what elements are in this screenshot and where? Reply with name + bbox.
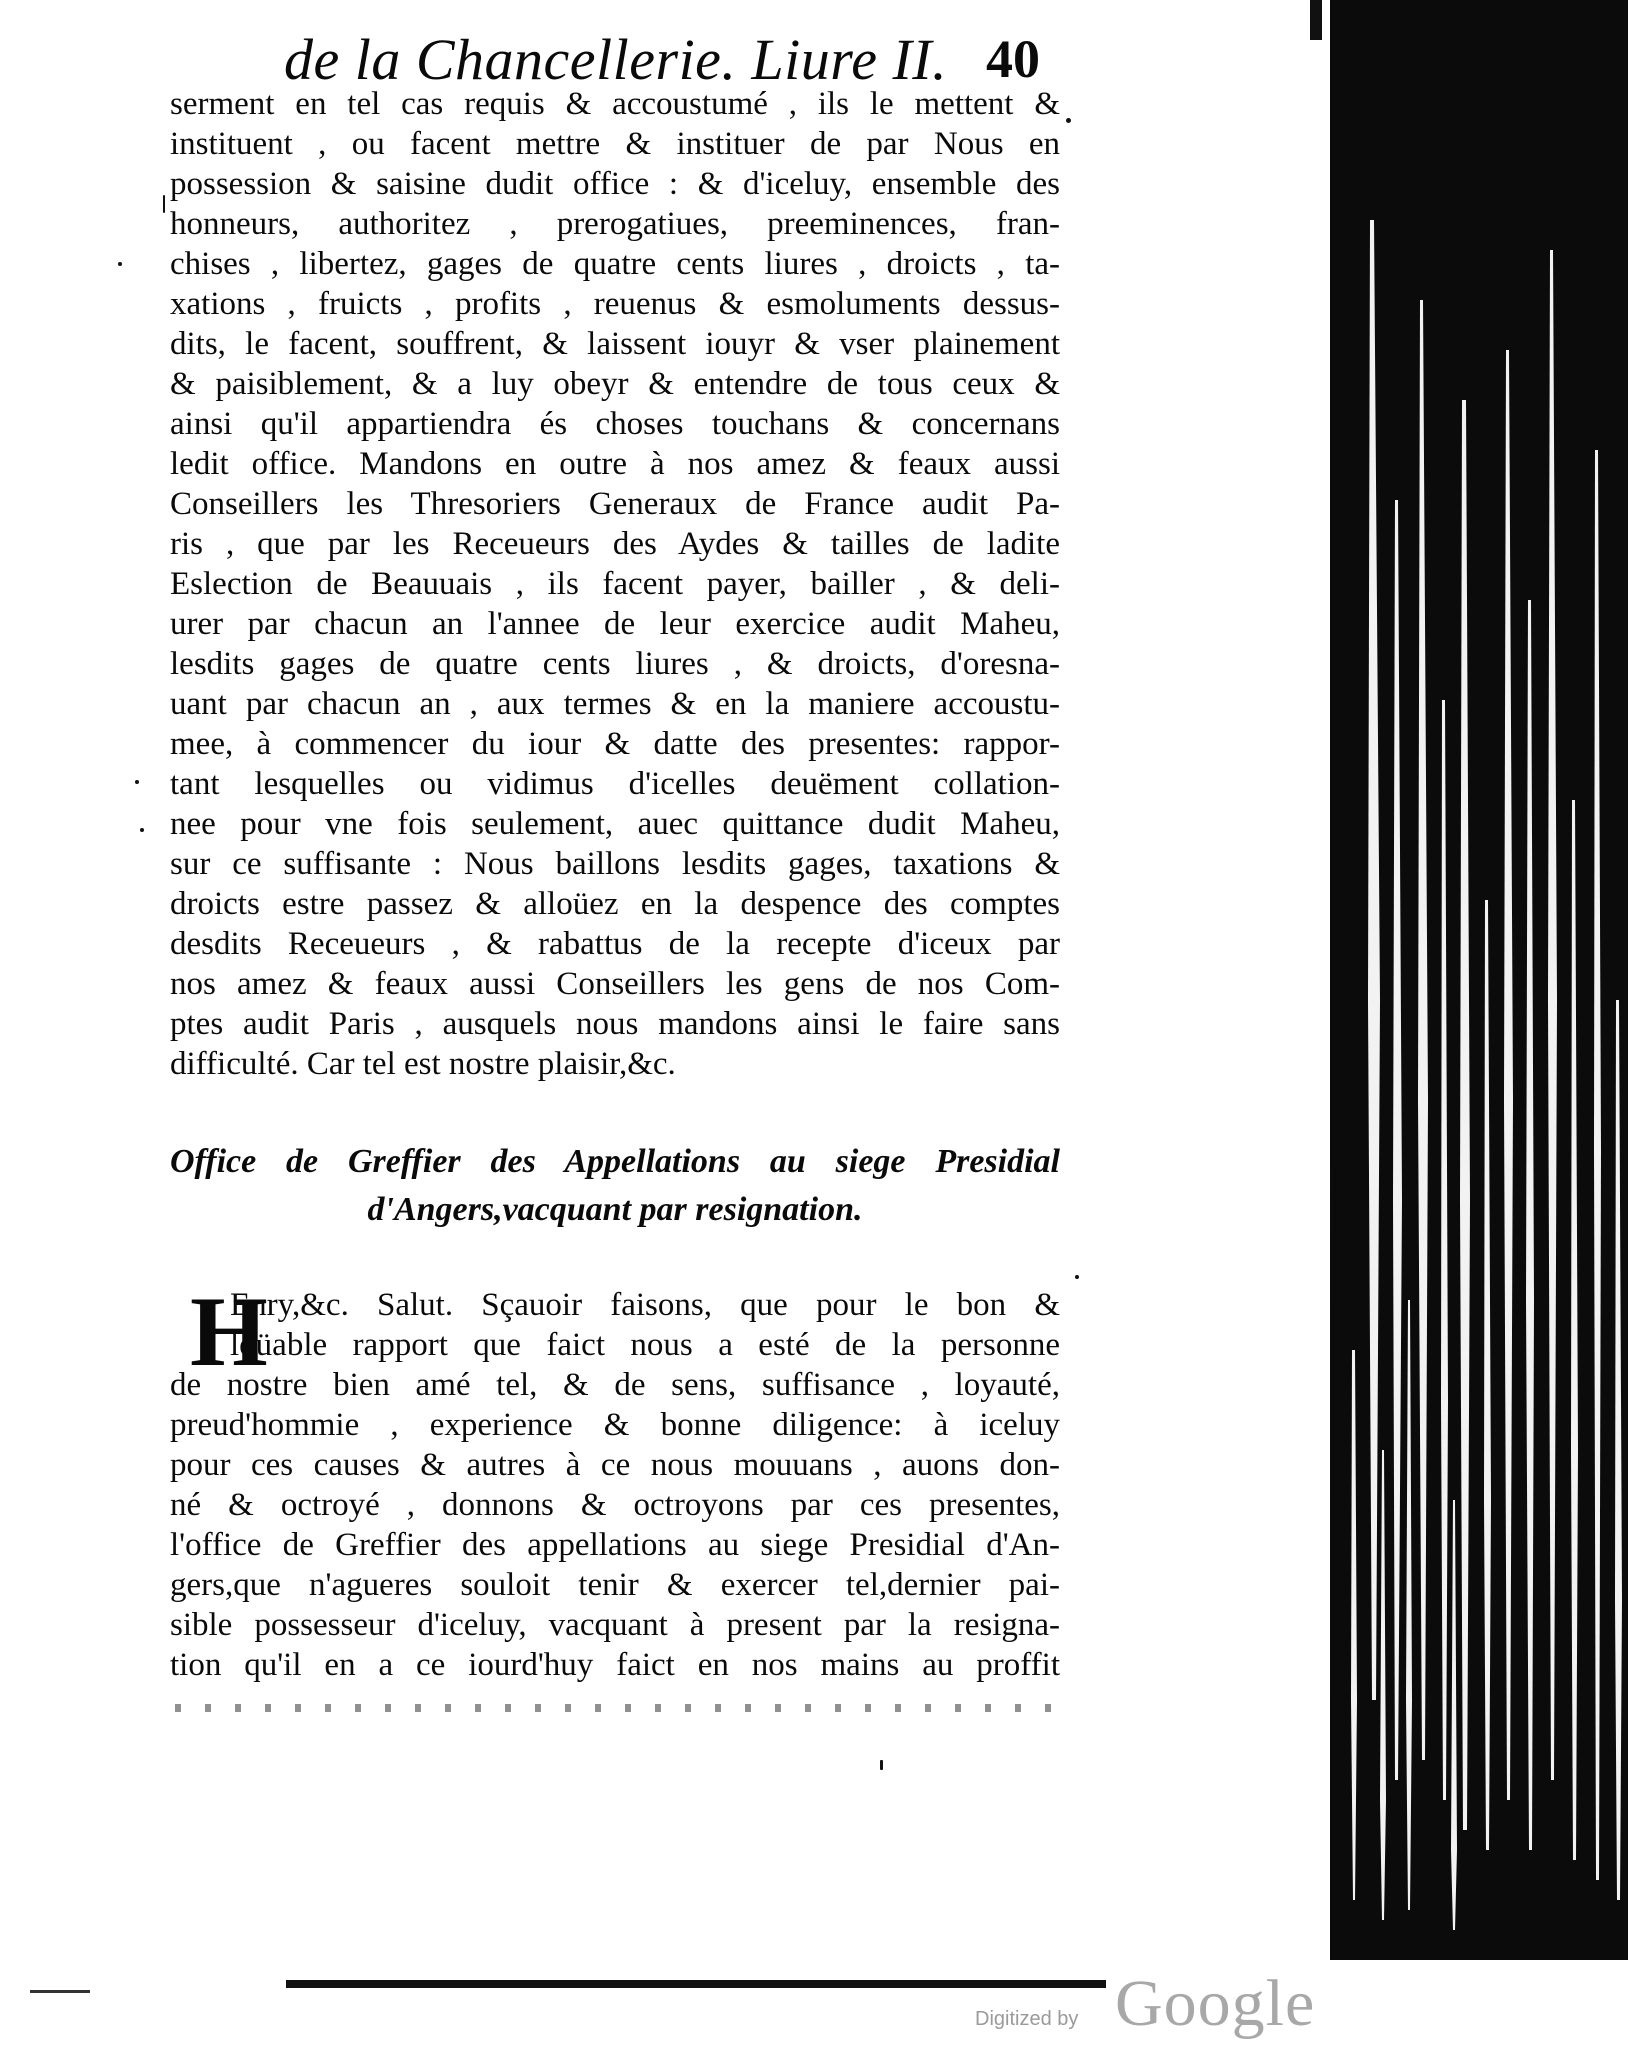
- heading-line: d'Angers,vacquant par resignation.: [367, 1191, 863, 1228]
- text-line: uant par chacun an , aux termes & en la maniere accoustu-: [170, 686, 1060, 722]
- ink-speck: [118, 262, 122, 266]
- ink-speck: [135, 780, 139, 784]
- text-line: chises , libertez, gages de quatre cents liures , droicts , ta-: [170, 246, 1060, 282]
- page-number: 40: [986, 29, 1040, 89]
- text-line: xations , fruicts , profits , reuenus & esmoluments dessus-: [170, 286, 1060, 322]
- text-line: urer par chacun an l'annee de leur exercice audit Maheu,: [170, 606, 1060, 642]
- heading-line: Office de Greffier des Appellations au siege Presidial: [170, 1143, 1060, 1180]
- text-line: pour ces causes & autres à ce nous mouuans , auons don-: [170, 1447, 1060, 1483]
- text-line: ris , que par les Receueurs des Aydes & tailles de ladite: [170, 526, 1060, 562]
- text-line: mee, à commencer du iour & datte des presentes: rappor-: [170, 726, 1060, 762]
- text-line: Conseillers les Thresoriers Generaux de France audit Pa-: [170, 486, 1060, 522]
- text-line: possession & saisine dudit office : & d'iceluy, ensemble des: [170, 166, 1060, 202]
- text-line: tion qu'il en a ce iourd'huy faict en nos mains au proffit: [170, 1647, 1060, 1683]
- drop-cap: H: [190, 1276, 268, 1387]
- cut-off-text-line: [175, 1704, 1055, 1712]
- text-line: ainsi qu'il appartiendra és choses touchans & concernans: [170, 406, 1060, 442]
- text-line: dits, le facent, souffrent, & laissent iouyr & vser plainement: [170, 326, 1060, 362]
- text-line: lesdits gages de quatre cents liures , & droicts, d'oresna-: [170, 646, 1060, 682]
- text-line: sible possesseur d'iceluy, vacquant à present par la resigna-: [170, 1607, 1060, 1643]
- watermark-small-text: Digitized by: [975, 2008, 1079, 2030]
- text-line: nee pour vne fois seulement, auec quittance dudit Maheu,: [170, 806, 1060, 842]
- text-line: Enry,&c. Salut. Sçauoir faisons, que pour le bon &: [230, 1287, 1060, 1323]
- text-line: difficulté. Car tel est nostre plaisir,&c.: [170, 1046, 676, 1082]
- text-line: Eslection de Beauuais , ils facent payer, bailler , & deli-: [170, 566, 1060, 602]
- text-line: serment en tel cas requis & accoustumé , ils le mettent &: [170, 86, 1060, 122]
- paragraph-2: [170, 1285, 1060, 1685]
- text-line: de nostre bien amé tel, & de sens, suffisance , loyauté,: [170, 1367, 1060, 1403]
- text-line: gers,que n'agueres souloit tenir & exercer tel,dernier pai-: [170, 1567, 1060, 1603]
- text-line: ptes audit Paris , ausquels nous mandons ainsi le faire sans: [170, 1006, 1060, 1042]
- text-line: desdits Receueurs , & rabattus de la recepte d'iceux par: [170, 926, 1060, 962]
- ink-speck: [880, 1760, 883, 1770]
- text-line: sur ce suffisante : Nous baillons lesdits gages, taxations &: [170, 846, 1060, 882]
- text-line: ledit office. Mandons en outre à nos amez & feaux aussi: [170, 446, 1060, 482]
- text-line: l'office de Greffier des appellations au siege Presidial d'An-: [170, 1527, 1060, 1563]
- running-title: de la Chancellerie. Liure II.: [284, 27, 948, 92]
- google-logo-text: Google: [1115, 1967, 1316, 2040]
- text-line: loüable rapport que faict nous a esté de la personne: [230, 1327, 1060, 1363]
- ink-speck: [1066, 118, 1071, 123]
- edge-mark: [30, 1990, 90, 1993]
- text-line: droicts estre passez & alloüez en la despence des comptes: [170, 886, 1060, 922]
- text-line: né & octroyé , donnons & octroyons par ces presentes,: [170, 1487, 1060, 1523]
- text-line: preud'hommie , experience & bonne diligence: à iceluy: [170, 1407, 1060, 1443]
- text-line: & paisiblement, & a luy obeyr & entendre de tous ceux &: [170, 366, 1060, 402]
- text-line: honneurs, authoritez , prerogatiues, preeminences, fran-: [170, 206, 1060, 242]
- ink-speck: [163, 195, 165, 213]
- text-line: instituent , ou facent mettre & instituer de par Nous en: [170, 126, 1060, 162]
- section-heading: [170, 1138, 1060, 1234]
- scanned-page-edge: [1310, 0, 1642, 2000]
- ink-speck: [140, 828, 144, 832]
- ink-speck: [1075, 1275, 1079, 1279]
- text-line: nos amez & feaux aussi Conseillers les gens de nos Com-: [170, 966, 1060, 1002]
- digitized-by-google-watermark: [975, 1966, 1395, 2046]
- text-line: tant lesquelles ou vidimus d'icelles deuëment collation-: [170, 766, 1060, 802]
- paragraph-1: [170, 84, 1060, 1084]
